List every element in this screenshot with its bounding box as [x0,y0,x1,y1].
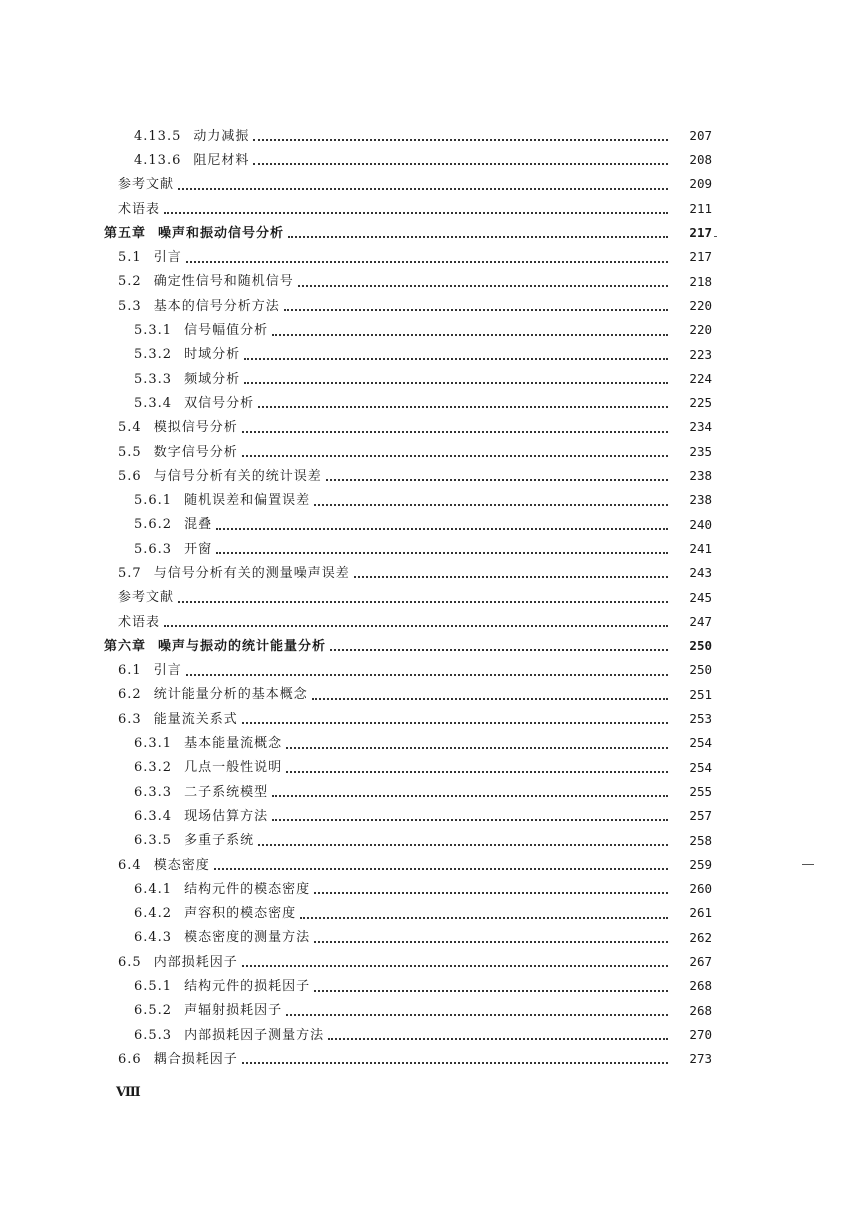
toc-dot-leader [164,623,668,627]
toc-entry-number: 6.4.3 [134,930,173,946]
toc-entry [0,270,868,294]
toc-dot-leader [286,769,668,773]
toc-entry-heading [134,761,282,774]
toc-entry-number: 6.3.5 [134,833,173,849]
toc-dot-leader [298,283,668,287]
toc-entry-page: 224 [689,370,712,386]
toc-entry-title: 声辐射损耗因子 [184,1003,283,1019]
toc-entry-heading [134,980,310,993]
toc-entry-number: 第六章 [104,638,147,654]
toc-entry-title: 时域分析 [184,347,241,363]
toc-entry-title: 基本的信号分析方法 [153,298,280,314]
toc-dot-leader [272,793,668,797]
toc-entry-heading [118,300,280,313]
toc-dot-leader [242,963,668,967]
toc-dot-leader [216,550,668,554]
toc-entry-number: 5.1 [118,250,142,266]
toc-entry-page: 260 [689,881,712,897]
toc-entry [0,416,868,440]
toc-entry-number: 6.3.4 [134,808,173,824]
toc-entry-page: 211 [689,200,712,216]
toc-entry [0,974,868,998]
toc-entry-title: 与信号分析有关的测量噪声误差 [153,565,350,581]
toc-entry-title: 动力减振 [193,128,250,144]
toc-entry-heading [134,373,240,386]
toc-entry-title: 引言 [153,663,182,679]
toc-entry-page: 254 [689,759,712,775]
toc-dot-leader [328,1036,668,1040]
toc-entry-number: 5.3.1 [134,323,173,339]
toc-entry [0,440,868,464]
toc-dot-leader [354,574,668,578]
toc-entry-page: 259 [689,856,712,872]
toc-entry-title: 频域分析 [184,371,241,387]
toc-entry-heading [134,786,268,799]
toc-entry-page: 207 [689,127,712,143]
toc-dot-leader [272,817,668,821]
toc-dot-leader [314,988,668,992]
toc-entry-page: 254 [689,735,712,751]
toc-entry [0,537,868,561]
toc-entry-heading [118,446,238,459]
toc-entry [0,561,868,585]
toc-entry-page: 262 [689,929,712,945]
toc-entry-title: 多重子系统 [184,833,255,849]
toc-dot-leader [258,404,668,408]
toc-entry-number: 5.3.4 [134,395,173,411]
toc-entry-title: 几点一般性说明 [184,760,283,776]
toc-entry-heading [118,251,182,264]
toc-entry-title: 结构元件的模态密度 [184,881,311,897]
toc-entry [0,197,868,221]
toc-entry-page: 251 [689,686,712,702]
toc-entry-number: 6.3.2 [134,760,173,776]
toc-entry [0,488,868,512]
toc-dot-leader [312,696,668,700]
toc-entry-number: 6.6 [118,1051,142,1067]
toc-entry [0,853,868,877]
toc-entry-page: 245 [689,589,712,605]
toc-dot-leader [164,210,668,214]
toc-entry [0,926,868,950]
toc-entry-heading [134,883,310,896]
toc-entry [0,659,868,683]
toc-entry [0,513,868,537]
toc-entry-heading [134,1004,282,1017]
toc-entry-page: 209 [689,176,712,192]
toc-entry-heading [118,178,174,191]
toc-entry [0,173,868,197]
toc-entry-heading [118,567,350,580]
toc-entry-heading [134,907,296,920]
toc-entry-number: 6.2 [118,687,142,703]
toc-entry-page: 220 [689,297,712,313]
toc-entry [0,902,868,926]
toc-dot-leader [330,647,668,651]
toc-entry-title: 耦合损耗因子 [153,1051,238,1067]
toc-entry [0,245,868,269]
toc-entry [0,148,868,172]
toc-entry-heading [134,348,240,361]
toc-entry-title: 开窗 [184,541,213,557]
toc-entry-page: 247 [689,613,712,629]
toc-entry-page: 238 [689,468,712,484]
toc-dot-leader [242,453,668,457]
toc-entry-page: 223 [689,346,712,362]
toc-dot-leader [178,599,668,603]
toc-dot-leader [314,502,668,506]
toc-entry-title: 参考文献 [118,590,175,606]
toc-chapter-entry [0,634,868,658]
toc-dot-leader [242,1060,668,1064]
toc-dot-leader [242,429,668,433]
toc-entry [0,586,868,610]
toc-dot-leader [186,259,668,263]
toc-entry [0,464,868,488]
toc-entry-heading [134,130,249,143]
toc-entry-heading [118,956,238,969]
toc-dot-leader [242,720,668,724]
toc-entry-title: 模态密度 [153,857,210,873]
toc-entry-title: 参考文献 [118,177,175,193]
toc-entry-page: 267 [689,953,712,969]
toc-entry-heading [118,421,238,434]
toc-entry-page: 208 [689,152,712,168]
toc-dot-leader [286,745,668,749]
toc-entry [0,950,868,974]
toc-dot-leader [253,161,668,165]
toc-dot-leader [300,915,668,919]
scan-mark [802,864,814,865]
toc-entry-heading [134,810,268,823]
toc-entry-title: 能量流关系式 [153,711,238,727]
toc-entry-number: 5.2 [118,274,142,290]
table-of-contents [0,124,868,1072]
toc-entry-title: 内部损耗因子 [153,954,238,970]
toc-entry-page: 240 [689,516,712,532]
toc-entry-heading [118,470,322,483]
toc-entry-number: 4.13.6 [134,152,182,168]
toc-entry-number: 6.3.1 [134,736,173,752]
toc-entry-title: 结构元件的损耗因子 [184,979,311,995]
toc-entry [0,124,868,148]
toc-entry-heading [134,518,212,531]
toc-entry-number: 6.5 [118,954,142,970]
toc-entry-number: 6.1 [118,663,142,679]
toc-entry-page: 268 [689,978,712,994]
toc-entry-heading [134,931,310,944]
toc-entry-number: 6.5.3 [134,1027,173,1043]
toc-entry-page: 270 [689,1026,712,1042]
toc-entry-title: 引言 [153,250,182,266]
toc-entry [0,877,868,901]
toc-entry-heading [118,275,294,288]
toc-dot-leader [272,332,668,336]
toc-entry-heading [134,494,310,507]
toc-dot-leader [244,356,668,360]
toc-entry [0,318,868,342]
toc-entry-page: 250 [689,638,712,654]
toc-entry [0,683,868,707]
toc-dot-leader [178,186,668,190]
toc-entry [0,999,868,1023]
toc-dot-leader [253,137,668,141]
toc-entry-number: 5.6.2 [134,517,173,533]
toc-dot-leader [314,890,668,894]
toc-entry-number: 6.5.1 [134,979,173,995]
toc-entry-page: 253 [689,711,712,727]
toc-entry-title: 统计能量分析的基本概念 [153,687,308,703]
toc-entry-heading [118,859,210,872]
toc-dot-leader [186,672,668,676]
toc-entry-page: 258 [689,832,712,848]
toc-entry-heading [134,737,282,750]
toc-entry-heading [118,591,174,604]
toc-entry-page: 218 [689,273,712,289]
toc-entry-page: 268 [689,1002,712,1018]
toc-entry-page: 257 [689,808,712,824]
toc-entry [0,294,868,318]
toc-entry-number: 6.4 [118,857,142,873]
toc-entry-title: 模拟信号分析 [153,420,238,436]
toc-entry-number: 6.4.2 [134,906,173,922]
toc-entry-heading [118,713,238,726]
toc-entry-number: 第五章 [104,225,147,241]
toc-entry-heading [118,616,160,629]
toc-dot-leader [216,526,668,530]
toc-entry-heading [134,397,254,410]
toc-dot-leader [284,307,668,311]
toc-entry-title: 数字信号分析 [153,444,238,460]
toc-dot-leader [286,1012,668,1016]
toc-entry-page: 273 [689,1051,712,1067]
toc-entry-title: 基本能量流概念 [184,736,283,752]
toc-entry-heading [134,543,212,556]
toc-entry [0,731,868,755]
toc-entry-heading [134,1029,324,1042]
toc-chapter-entry [0,221,868,245]
toc-entry-heading [118,203,160,216]
toc-entry-page: 217 [689,225,712,241]
toc-entry [0,829,868,853]
toc-entry-heading [104,640,326,653]
toc-entry-page: 235 [689,443,712,459]
toc-dot-leader [258,842,668,846]
toc-entry-title: 现场估算方法 [184,808,269,824]
toc-entry [0,804,868,828]
toc-entry-title: 噪声与振动的统计能量分析 [158,638,327,654]
toc-entry-heading [118,664,182,677]
toc-entry [0,1023,868,1047]
toc-dot-leader [288,234,668,238]
toc-entry-heading [134,154,249,167]
toc-entry-title: 双信号分析 [184,395,255,411]
toc-entry-title: 模态密度的测量方法 [184,930,311,946]
toc-entry-title: 随机误差和偏置误差 [184,493,311,509]
toc-dot-leader [326,477,668,481]
toc-entry-heading [118,688,308,701]
toc-entry-page: 255 [689,783,712,799]
toc-entry-number: 6.3.3 [134,784,173,800]
toc-entry-title: 声容积的模态密度 [184,906,297,922]
toc-entry-number: 5.6.1 [134,493,173,509]
toc-entry-page: 234 [689,419,712,435]
toc-entry-title: 确定性信号和随机信号 [153,274,294,290]
toc-entry-page: 238 [689,492,712,508]
toc-dot-leader [244,380,668,384]
toc-entry-heading [134,324,268,337]
toc-entry-title: 术语表 [118,614,161,630]
toc-entry-number: 6.4.1 [134,881,173,897]
toc-entry-number: 5.4 [118,420,142,436]
toc-entry [0,343,868,367]
toc-entry-page: 220 [689,322,712,338]
scan-mark [714,236,717,237]
toc-entry-number: 4.13.5 [134,128,182,144]
toc-entry-title: 术语表 [118,201,161,217]
toc-entry-page: 241 [689,540,712,556]
toc-entry-number: 6.5.2 [134,1003,173,1019]
toc-dot-leader [314,939,668,943]
toc-entry-number: 5.3.3 [134,371,173,387]
toc-entry-number: 5.7 [118,565,142,581]
toc-entry [0,780,868,804]
toc-entry-number: 5.6.3 [134,541,173,557]
toc-entry-number: 5.5 [118,444,142,460]
toc-entry-title: 信号幅值分析 [184,323,269,339]
toc-entry [0,707,868,731]
toc-entry-title: 二子系统模型 [184,784,269,800]
toc-entry-number: 6.3 [118,711,142,727]
toc-entry [0,1047,868,1071]
toc-entry [0,610,868,634]
toc-entry-title: 阻尼材料 [193,152,250,168]
toc-entry-title: 混叠 [184,517,213,533]
toc-entry-number: 5.6 [118,468,142,484]
toc-entry-number: 5.3.2 [134,347,173,363]
toc-dot-leader [214,866,668,870]
toc-entry [0,367,868,391]
toc-entry-heading [118,1053,238,1066]
toc-entry-heading [134,834,254,847]
toc-entry-heading [104,227,284,240]
toc-entry-page: 217 [689,249,712,265]
toc-entry-number: 5.3 [118,298,142,314]
toc-entry [0,756,868,780]
toc-entry [0,391,868,415]
toc-entry-page: 250 [689,662,712,678]
toc-entry-page: 261 [689,905,712,921]
toc-entry-title: 内部损耗因子测量方法 [184,1027,325,1043]
toc-entry-page: 225 [689,395,712,411]
toc-entry-page: 243 [689,565,712,581]
toc-entry-title: 噪声和振动信号分析 [158,225,285,241]
page-number-footer: Ⅷ [116,1085,140,1100]
toc-entry-title: 与信号分析有关的统计误差 [153,468,322,484]
